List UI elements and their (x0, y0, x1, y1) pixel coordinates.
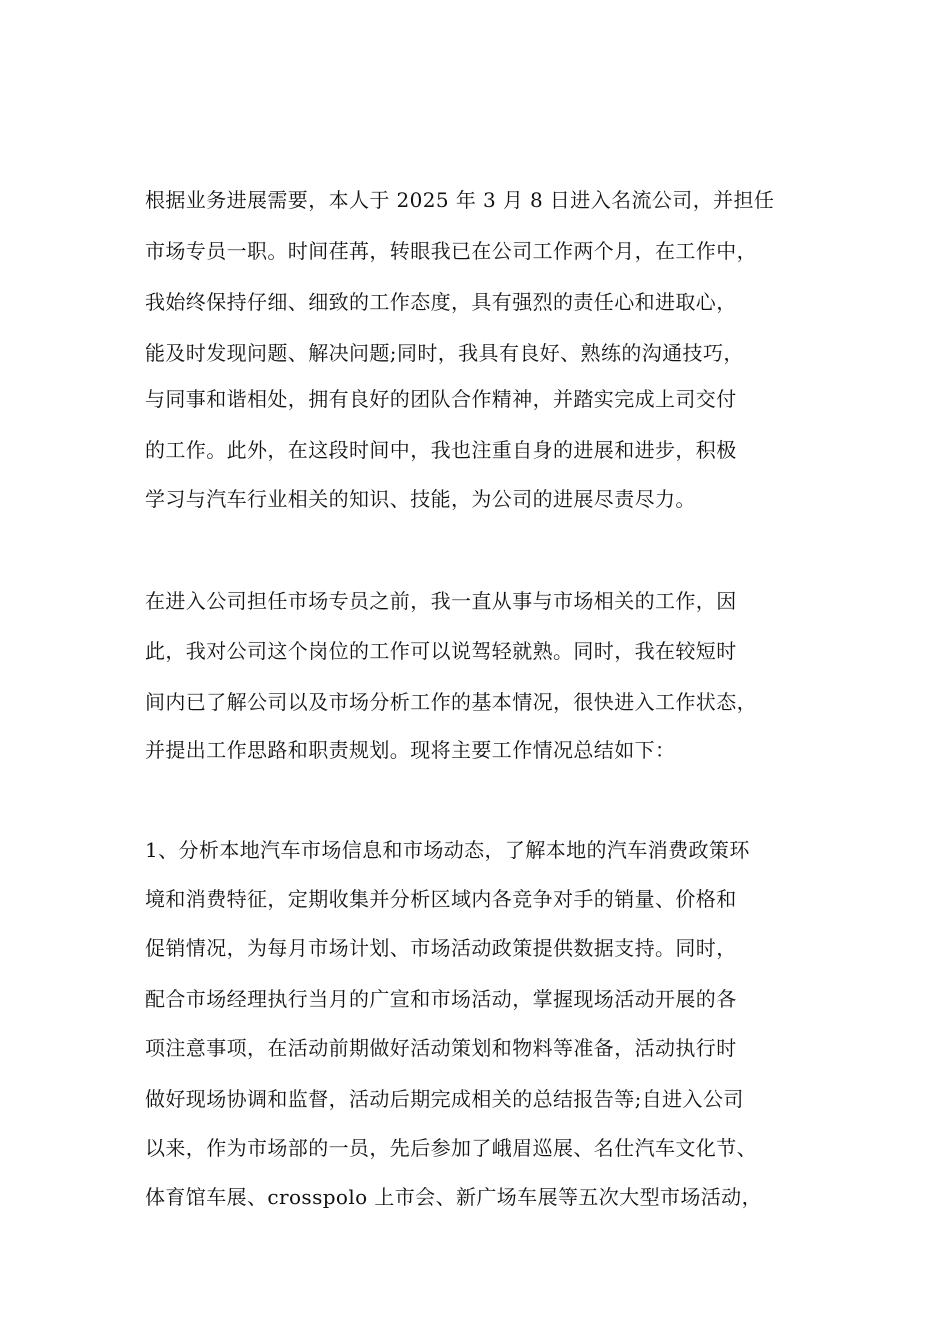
paragraph-line: 学习与汽车行业相关的知识、技能，为公司的进展尽责尽力。 (145, 487, 696, 511)
paragraph-line: 体育馆车展、crosspolo 上市会、新广场车展等五次大型市场活动， (145, 1185, 762, 1209)
paragraph-line: 能及时发现问题、解决问题;同时，我具有良好、熟练的沟通技巧， (145, 341, 744, 365)
paragraph-line: 项注意事项，在活动前期做好活动策划和物料等准备，活动执行时 (145, 1036, 737, 1060)
paragraph-line: 间内已了解公司以及市场分析工作的基本情况，很快进入工作状态， (145, 690, 757, 714)
paragraph-line: 做好现场协调和监督，活动后期完成相关的总结报告等;自进入公司 (145, 1087, 744, 1111)
paragraph-line: 境和消费特征，定期收集并分析区域内各竞争对手的销量、价格和 (145, 887, 737, 911)
paragraph-line: 并提出工作思路和职责规划。现将主要工作情况总结如下： (145, 738, 676, 762)
paragraph-line: 配合市场经理执行当月的广宣和市场活动，掌握现场活动开展的各 (145, 987, 737, 1011)
paragraph-line: 1、分析本地汽车市场信息和市场动态，了解本地的汽车消费政策环 (145, 838, 750, 862)
paragraph-line: 市场专员一职。时间荏苒，转眼我已在公司工作两个月，在工作中， (145, 239, 757, 263)
paragraph-line: 的工作。此外，在这段时间中，我也注重自身的进展和进步，积极 (145, 438, 737, 462)
paragraph-line: 促销情况，为每月市场计划、市场活动政策提供数据支持。同时， (145, 936, 737, 960)
paragraph-line: 我始终保持仔细、细致的工作态度，具有强烈的责任心和进取心， (145, 290, 737, 314)
paragraph-line: 以来，作为市场部的一员，先后参加了峨眉巡展、名仕汽车文化节、 (145, 1136, 757, 1160)
paragraph-line: 与同事和谐相处，拥有良好的团队合作精神，并踏实完成上司交付 (145, 387, 737, 411)
paragraph-line: 根据业务进展需要，本人于 2025 年 3 月 8 日进入名流公司，并担任 (145, 188, 775, 212)
paragraph-line: 此，我对公司这个岗位的工作可以说驾轻就熟。同时，我在较短时 (145, 639, 737, 663)
paragraph-line: 在进入公司担任市场专员之前，我一直从事与市场相关的工作，因 (145, 589, 737, 613)
